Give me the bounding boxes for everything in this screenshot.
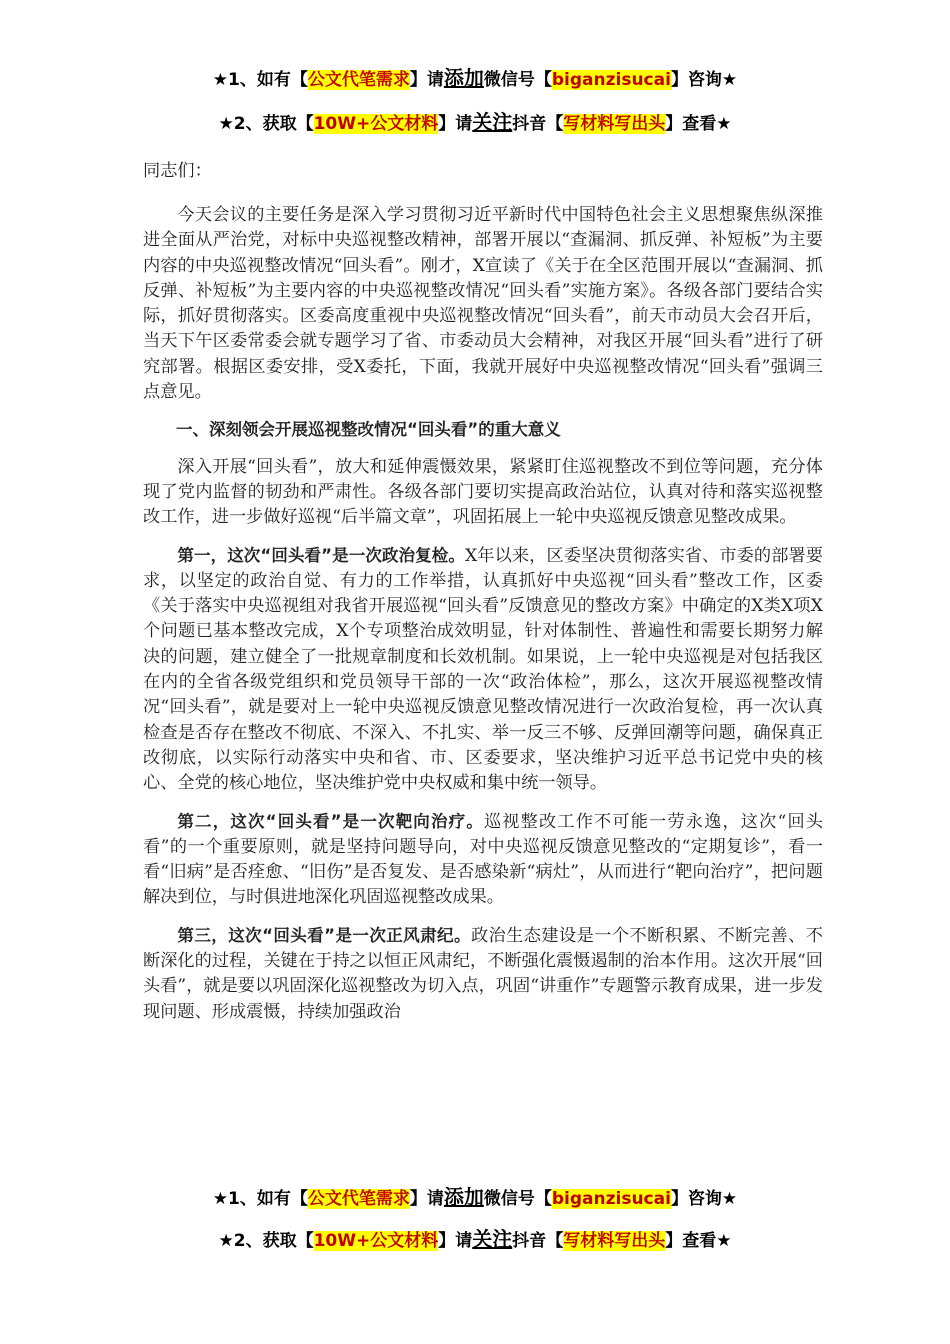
section-paragraph: 深入开展“回头看”，放大和延伸震慑效果，紧紧盯住巡视整改不到位等问题，充分体现了党内监督的韧劲和严肃性。各级各部门要切实提高政治站位，认真对待和落实巡视整改工作，进一步做好巡视“后半篇文章”，巩固拓展上一轮中央巡视反馈意见整改成果。 (143, 456, 823, 528)
point-one-lead: 第一，这次“回头看”是一次政治复检。 (177, 545, 465, 565)
banner-text: 】查看★ (665, 114, 732, 134)
point-one-body: X年以来，区委坚决贯彻落实省、市委的部署要求，以坚定的政治自觉、有力的工作举措，认真抓好中央巡视“回头看”整改工作，区委《关于落实中央巡视组对我省开展巡视“回头看”反馈意见的整改方案》中确定的X类X项X个问题已基本整改完成，X个专项整治成效明显，针对体制性、普遍性和需要长期努力解决的问题，建立健全了一批规章制度和长效机制。如果说，上一轮中央巡视是对包括我区在内的全省各级党组织和党员领导干部的一次“政治体检”，那么，这次开展巡视整改情况“回头看”，就是要对上一轮中央巡视反馈意见整改情况进行一次政治复检，再一次认真检查是否存在整改不彻底、不深入、不扎实、举一反三不够、反弹回潮等问题，确保真正改彻底，以实际行动落实中央和省、市、区委要求，坚决维护习近平总书记党中央的核心、全党的核心地位，坚决维护党中央权威和集中统一领导。 (143, 545, 823, 794)
banner-highlight: 公文代笔需求 (307, 70, 410, 90)
banner-text: 】请 (409, 70, 444, 90)
promo-banner-top-2 (0, 110, 950, 136)
banner-text: 】请 (438, 1231, 473, 1251)
banner-text: ★2、获取【 (218, 114, 314, 134)
banner-highlight: biganzisucai (551, 70, 671, 90)
section-heading: 一、深刻领会开展巡视整改情况“回头看”的重大意义 (176, 420, 561, 440)
banner-highlight: 10W+公文材料 (313, 114, 439, 134)
banner-text: 抖音【 (512, 114, 564, 134)
point-three-lead: 第三，这次“回头看”是一次正风肃纪。 (177, 925, 471, 945)
banner-emphasis: 添加 (443, 1185, 484, 1209)
banner-highlight: 写材料写出头 (563, 114, 666, 134)
banner-text: ★2、获取【 (218, 1231, 314, 1251)
banner-highlight: 写材料写出头 (563, 1231, 666, 1251)
point-three-paragraph (143, 923, 823, 1025)
banner-text: 】请 (409, 1189, 444, 1209)
banner-text: 】咨询★ (670, 1189, 738, 1209)
banner-text: ★1、如有【 (212, 1189, 308, 1209)
banner-emphasis: 关注 (472, 1227, 513, 1251)
banner-text: 微信号【 (483, 70, 552, 90)
promo-banner-bottom-2 (0, 1227, 950, 1253)
promo-banner-top-1 (0, 66, 950, 92)
point-two-paragraph (143, 809, 823, 911)
banner-text: 】咨询★ (670, 70, 738, 90)
banner-text: 抖音【 (512, 1231, 564, 1251)
document-body (143, 203, 823, 1037)
banner-text: 】请 (438, 114, 473, 134)
banner-text: 微信号【 (483, 1189, 552, 1209)
point-one-paragraph (143, 543, 823, 797)
promo-banner-bottom-1 (0, 1185, 950, 1211)
banner-highlight: 公文代笔需求 (307, 1189, 410, 1209)
salutation: 同志们： (143, 161, 212, 181)
banner-text: 】查看★ (665, 1231, 732, 1251)
banner-highlight: 10W+公文材料 (313, 1231, 439, 1251)
banner-emphasis: 关注 (472, 110, 513, 134)
banner-emphasis: 添加 (443, 66, 484, 90)
banner-highlight: biganzisucai (551, 1189, 671, 1209)
banner-text: ★1、如有【 (212, 70, 308, 90)
intro-paragraph: 今天会议的主要任务是深入学习贯彻习近平新时代中国特色社会主义思想聚焦纵深推进全面从严治党，对标中央巡视整改精神，部署开展以“查漏洞、抓反弹、补短板”为主要内容的中央巡视整改情况“回头看”。刚才，X宣读了《关于在全区范围开展以“查漏洞、抓反弹、补短板”为主要内容的中央巡视整改情况“回头看”实施方案》。各级各部门要结合实际，抓好贯彻落实。区委高度重视中央巡视整改情况“回头看”，前天市动员大会召开后，当天下午区委常委会就专题学习了省、市委动员大会精神，对我区开展“回头看”进行了研究部署。根据区委安排，受X委托，下面，我就开展好中央巡视整改情况“回头看”强调三点意见。 (143, 205, 823, 403)
point-two-lead: 第二，这次“回头看”是一次靶向治疗。 (177, 811, 484, 831)
point-two-body: 巡视整改工作不可能一劳永逸，这次“回头看”的一个重要原则，就是坚持问题导向，对中央巡视反馈意见整改的“定期复诊”，看一看“旧病”是否痊愈、“旧伤”是否复发、是否感染新“病灶”，从而进行“靶向治疗”，把问题解决到位，与时俱进地深化巩固巡视整改成果。 (143, 811, 823, 908)
point-three-body: 政治生态建设是一个不断积累、不断完善、不断深化的过程，关键在于持之以恒正风肃纪，不断强化震慑遏制的治本作用。这次开展“回头看”，就是要以巩固深化巡视整改为切入点，巩固“讲重作”专题警示教育成果，进一步发现问题、形成震慑，持续加强政治 (143, 925, 823, 1022)
